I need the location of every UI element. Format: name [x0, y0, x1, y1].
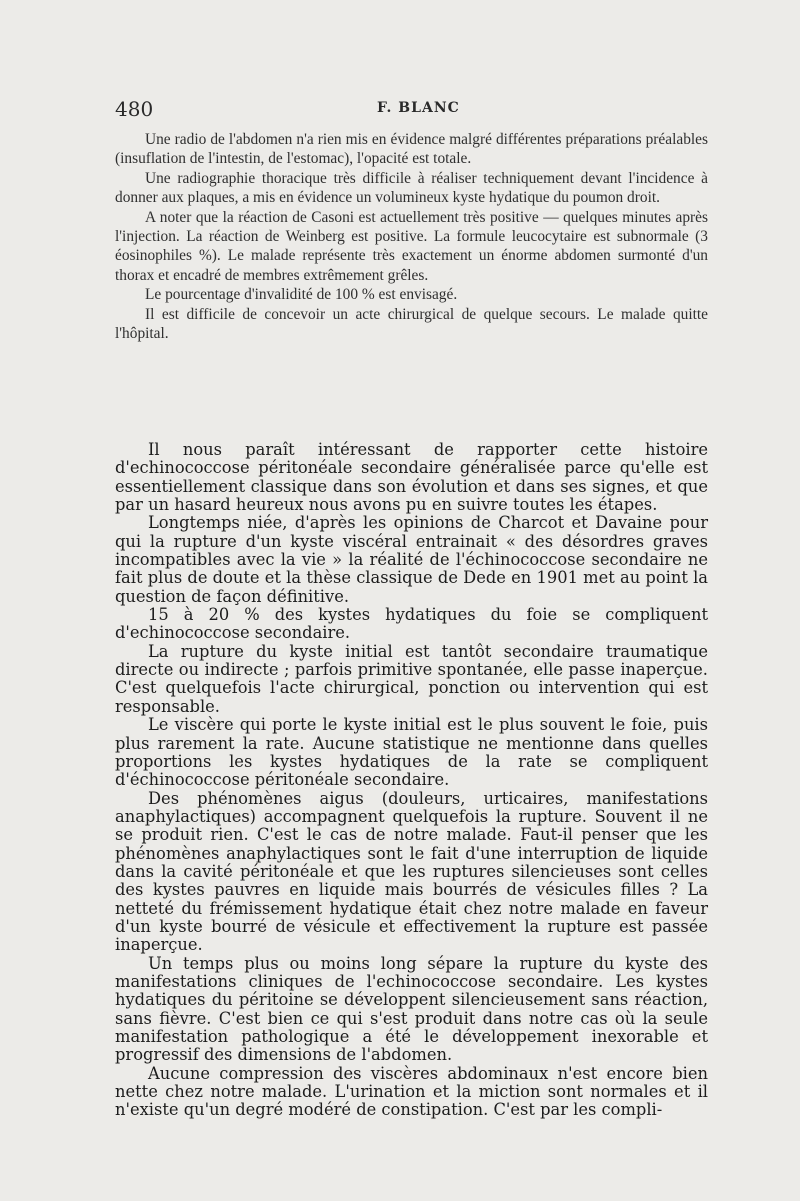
body-paragraph: Il nous paraît intéressant de rapporter cette histoire d'echinococcose péritonéale secondaire généralisée parce qu'elle est essentiellement classique dans son évolution et dans ses signes, et que par un hasard heureux nous avons pu en suivre toutes les étapes.	[115, 440, 708, 515]
page-header	[115, 97, 715, 123]
running-head: F. BLANC	[377, 100, 460, 116]
body-paragraph: Longtemps niée, d'après les opinions de Charcot et Davaine pour qui la rupture d'un kyste viscéral entrainait « des désordres graves incompatibles avec la vie » la réalité de l'échinococcose secondaire ne fait plus de doute et la thèse classique de Dede en 1901 met au point la question de façon définitive.	[115, 513, 708, 606]
case-paragraph: Une radio de l'abdomen n'a rien mis en évidence malgré différentes préparations préalables (insuflation de l'intestin, de l'estomac), l'opacité est totale.	[115, 131, 708, 168]
body-paragraph: Aucune compression des viscères abdominaux n'est encore bien nette chez notre malade. L'urination et la miction sont normales et il n'existe qu'un degré modéré de constipation. C'est par les compli-	[115, 1063, 708, 1120]
body-paragraph: 15 à 20 % des kystes hydatiques du foie se compliquent d'echinococcose secondaire.	[115, 605, 708, 643]
case-paragraph: Il est difficile de concevoir un acte chirurgical de quelque secours. Le malade quitte l'hôpital.	[115, 305, 708, 343]
page-number: 480	[115, 97, 154, 121]
body-paragraph: Un temps plus ou moins long sépare la rupture du kyste des manifestations cliniques de l'echinococcose secondaire. Les kystes hydatiques du péritoine se développent silencieusement sans réaction, sans fièvre. C'est bien ce qui s'est produit dans notre cas où la seule manifestation pathologique a été le développement inexorable et progressif des dimensions de l'abdomen.	[115, 953, 708, 1065]
body-paragraph: La rupture du kyste initial est tantôt secondaire traumatique directe ou indirecte ; parfois primitive spontanée, elle passe inaperçue. C'est quelquefois l'acte chirurgical, ponction ou intervention qui est responsable.	[115, 641, 708, 716]
body-paragraph: Des phénomènes aigus (douleurs, urticaires, manifestations anaphylactiques) accompagnent quelquefois la rupture. Souvent il ne se produit rien. C'est le cas de notre malade. Faut-il penser que les phénomènes anaphylactiques sont le fait d'une interruption de liquide dans la cavité péritonéale et que les ruptures silencieuses sont celles des kystes pauvres en liquide mais bourrés de vésicules filles ? La netteté du frémissement hydatique était chez notre malade en faveur d'un kyste bourré de vésicule et effectivement la rupture est passée inaperçue.	[115, 788, 708, 955]
body-paragraph: Le viscère qui porte le kyste initial est le plus souvent le foie, puis plus rarement la rate. Aucune statistique ne mentionne dans quelles proportions les kystes hydatiques de la rate se compliquent d'échinococcose péritonéale secondaire.	[115, 715, 708, 790]
case-paragraph: Le pourcentage d'invalidité de 100 % est envisagé.	[145, 286, 458, 304]
case-paragraph: Une radiographie thoracique très difficile à réaliser techniquement devant l'incidence à donner aux plaques, a mis en évidence un volumineux kyste hydatique du poumon droit.	[115, 169, 708, 207]
case-paragraph: A noter que la réaction de Casoni est actuellement très positive — quelques minutes après l'injection. La réaction de Weinberg est positive. La formule leucocytaire est subnormale (3 éosinophiles %). Le malade représente très exactement un énorme abdomen surmonté d'un thorax et encadré de membres extrêmement grêles.	[115, 208, 708, 284]
case-report	[115, 130, 708, 343]
discussion-text	[115, 441, 708, 1120]
